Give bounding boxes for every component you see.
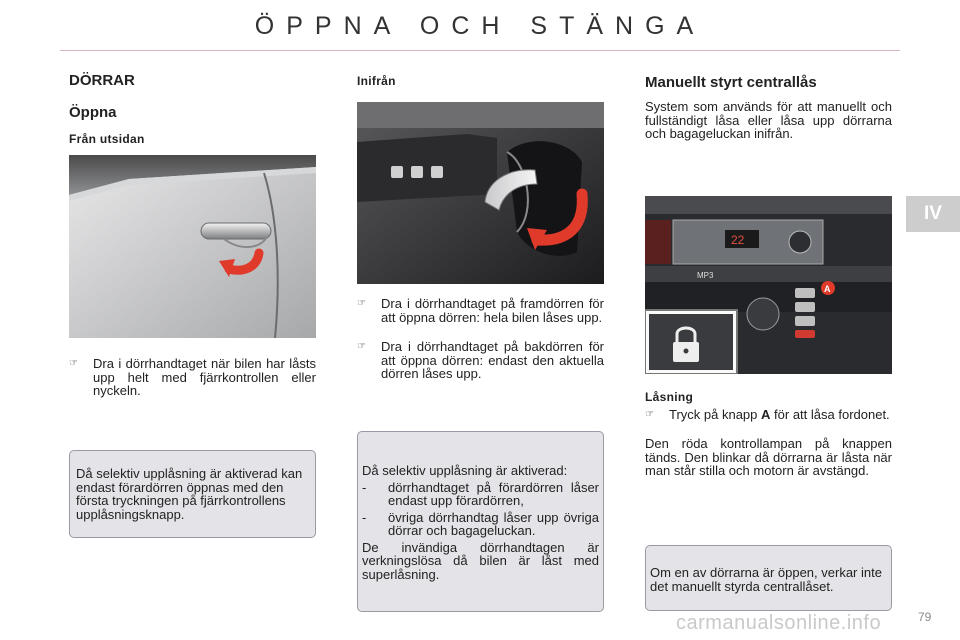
body-lock-lamp: Den röda kontrollampan på knappen tänds. Den blinkar då dörrarna är låsta när man står stilla och motorn är avstängd. xyxy=(645,436,892,478)
intro-central-lock: System som används för att manuellt och fullständigt låsa eller låsa upp dörrarna och bagageluckan inifrån. xyxy=(645,99,892,141)
chapter-tab[interactable]: IV xyxy=(906,196,960,232)
title-rule xyxy=(60,50,900,51)
bullet-inside-rear xyxy=(357,340,604,382)
marker-a: A xyxy=(824,284,831,294)
page-title: ÖPPNA OCH STÄNGA xyxy=(254,12,706,40)
section-label-inside: Inifrån xyxy=(357,74,396,88)
dash-mark: - xyxy=(362,509,367,525)
section-label-locking: Låsning xyxy=(645,390,694,404)
dashboard-lock-button-image xyxy=(645,196,892,374)
note-outro: De invändiga dörrhandtagen är verkningslösa då bilen är låst med superlåsning. xyxy=(362,539,599,582)
pointing-hand-icon: ☞ xyxy=(357,298,366,309)
note-item-text: övriga dörrhandtag låser upp övriga dörrar och bagageluckan. xyxy=(388,509,599,538)
pointing-hand-icon: ☞ xyxy=(69,358,78,369)
note-text: Om en av dörrarna är öppen, verkar inte det manuellt styrda centrallåset. xyxy=(650,565,882,594)
note-intro: Då selektiv upplåsning är aktiverad: xyxy=(362,463,568,478)
note-selective-unlock-left xyxy=(69,450,316,538)
bullet-lock-key: A xyxy=(761,407,771,422)
bullet-inside-rear-text: Dra i dörrhandtaget på bakdörren för att öppna dörren: endast den aktuella dörren låses upp. xyxy=(381,339,604,381)
note-item-others xyxy=(362,511,599,538)
bullet-lock xyxy=(645,408,892,436)
bullet-lock-post: för att låsa fordonet. xyxy=(774,407,890,422)
bullet-outside xyxy=(69,357,316,399)
mp3-label: MP3 xyxy=(697,271,714,280)
subheading-open: Öppna xyxy=(69,104,117,121)
watermark: carmanualsonline.info xyxy=(676,612,882,634)
bullet-inside-front xyxy=(357,297,604,339)
bullet-inside-front-text: Dra i dörrhandtaget på framdörren för att öppna dörren: hela bilen låses upp. xyxy=(381,296,604,325)
heading-central-lock: Manuellt styrt centrallås xyxy=(645,74,817,91)
page-number: 79 xyxy=(918,610,932,624)
outside-door-handle-image xyxy=(69,155,316,338)
note-door-open xyxy=(645,545,892,611)
dash-mark: - xyxy=(362,479,367,495)
pointing-hand-icon: ☞ xyxy=(645,409,654,420)
section-heading-doors: DÖRRAR xyxy=(69,72,135,89)
note-selective-unlock-middle xyxy=(357,431,604,612)
pointing-hand-icon: ☞ xyxy=(357,341,366,352)
inside-door-handle-image xyxy=(357,102,604,284)
note-item-text: dörrhandtaget på förardörren låser endast upp förardörren, xyxy=(388,479,599,508)
display-temp: 22 xyxy=(731,233,745,247)
section-label-outside: Från utsidan xyxy=(69,132,145,146)
note-item-driver xyxy=(362,481,599,508)
bullet-outside-text: Dra i dörrhandtaget när bilen har låsts upp helt med fjärrkontrollen eller nyckeln. xyxy=(93,356,316,398)
note-text: Då selektiv upplåsning är aktiverad kan endast förardörren öppnas med den första tryckningen på fjärrkontrollens upplåsningsknapp. xyxy=(76,466,303,522)
bullet-lock-text xyxy=(669,408,892,422)
bullet-lock-pre: Tryck på knapp xyxy=(669,407,758,422)
